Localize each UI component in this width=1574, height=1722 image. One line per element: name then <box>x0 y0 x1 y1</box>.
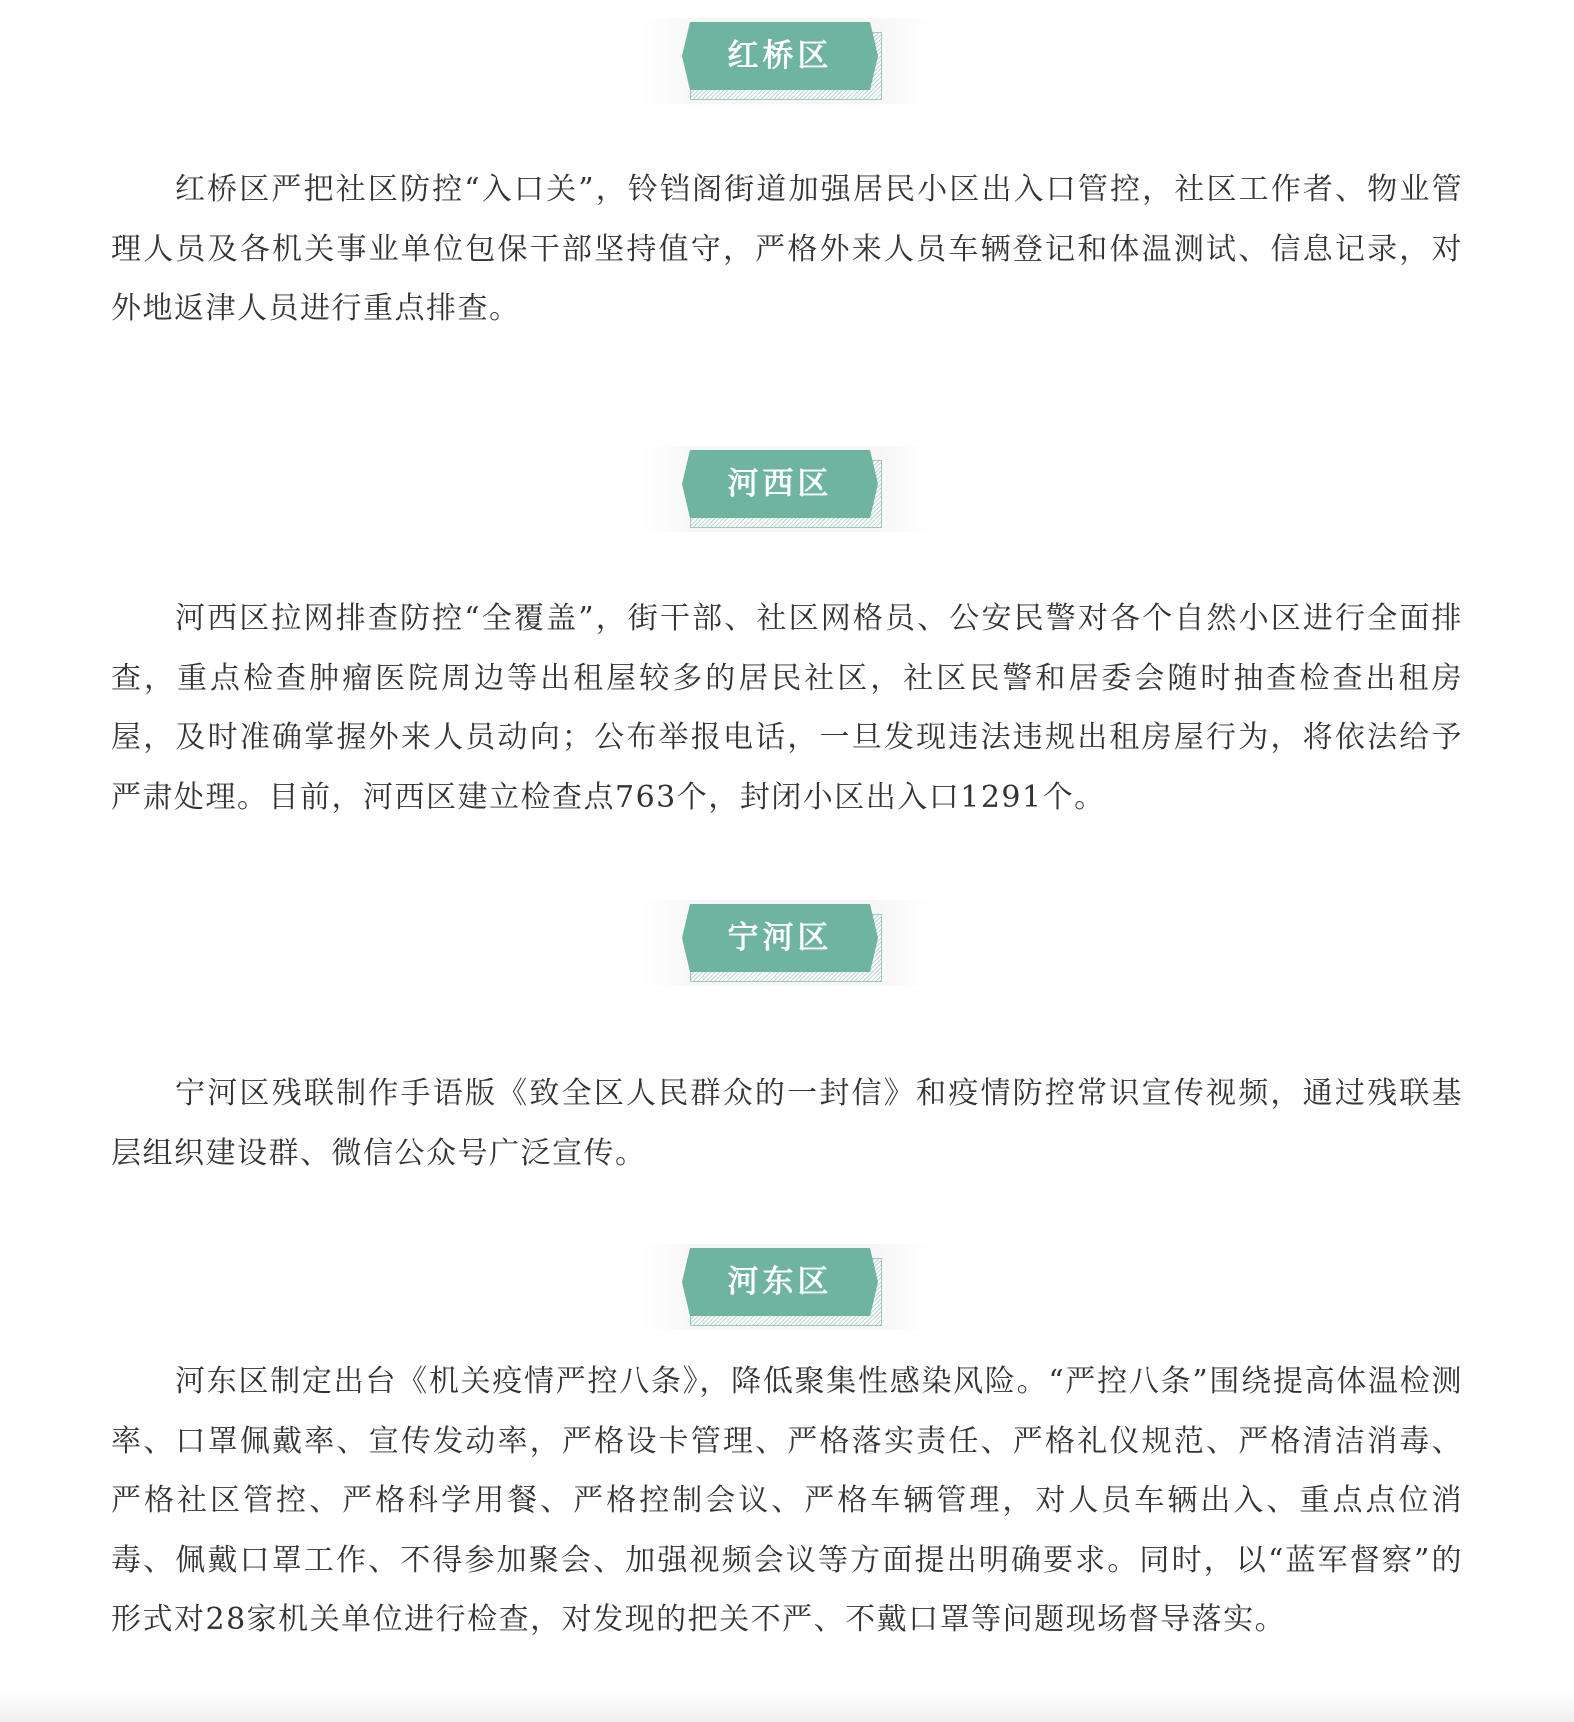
section-heading-badge <box>642 18 932 104</box>
section-heading-badge <box>642 446 932 532</box>
bottom-fade <box>0 1692 1574 1722</box>
section-heading: 河东区 <box>727 1264 833 1300</box>
section-paragraph: 宁河区残联制作手语版《致全区人民群众的一封信》和疫情防控常识宣传视频，通过残联基层组织建设群、微信公众号广泛宣传。 <box>111 1076 1463 1171</box>
section-paragraph: 河西区拉网排查防控“全覆盖”，街干部、社区网格员、公安民警对各个自然小区进行全面排查，重点检查肿瘤医院周边等出租屋较多的居民社区，社区民警和居委会随时抽查检查出租房屋，及时准确掌握外来人员动向；公布举报电话，一旦发现违法违规出租房屋行为，将依法给予严肃处理。目前，河西区建立检查点763个，封闭小区出入口1291个。 <box>111 601 1463 815</box>
section-heading: 红桥区 <box>727 38 833 74</box>
section-heading-badge <box>642 900 932 986</box>
section-heading: 河西区 <box>727 466 833 502</box>
section-heading-badge <box>642 1244 932 1330</box>
section-paragraph: 河东区制定出台《机关疫情严控八条》，降低聚集性感染风险。“严控八条”围绕提高体温检测率、口罩佩戴率、宣传发动率，严格设卡管理、严格落实责任、严格礼仪规范、严格清洁消毒、严格社区管控、严格科学用餐、严格控制会议、严格车辆管理，对人员车辆出入、重点点位消毒、佩戴口罩工作、不得参加聚会、加强视频会议等方面提出明确要求。同时，以“蓝军督察”的形式对28家机关单位进行检查，对发现的把关不严、不戴口罩等问题现场督导落实。 <box>111 1364 1463 1637</box>
section-paragraph: 红桥区严把社区防控“入口关”，铃铛阁街道加强居民小区出入口管控，社区工作者、物业管理人员及各机关事业单位包保干部坚持值守，严格外来人员车辆登记和体温测试、信息记录，对外地返津人员进行重点排查。 <box>111 172 1463 326</box>
section-heading: 宁河区 <box>727 920 833 956</box>
